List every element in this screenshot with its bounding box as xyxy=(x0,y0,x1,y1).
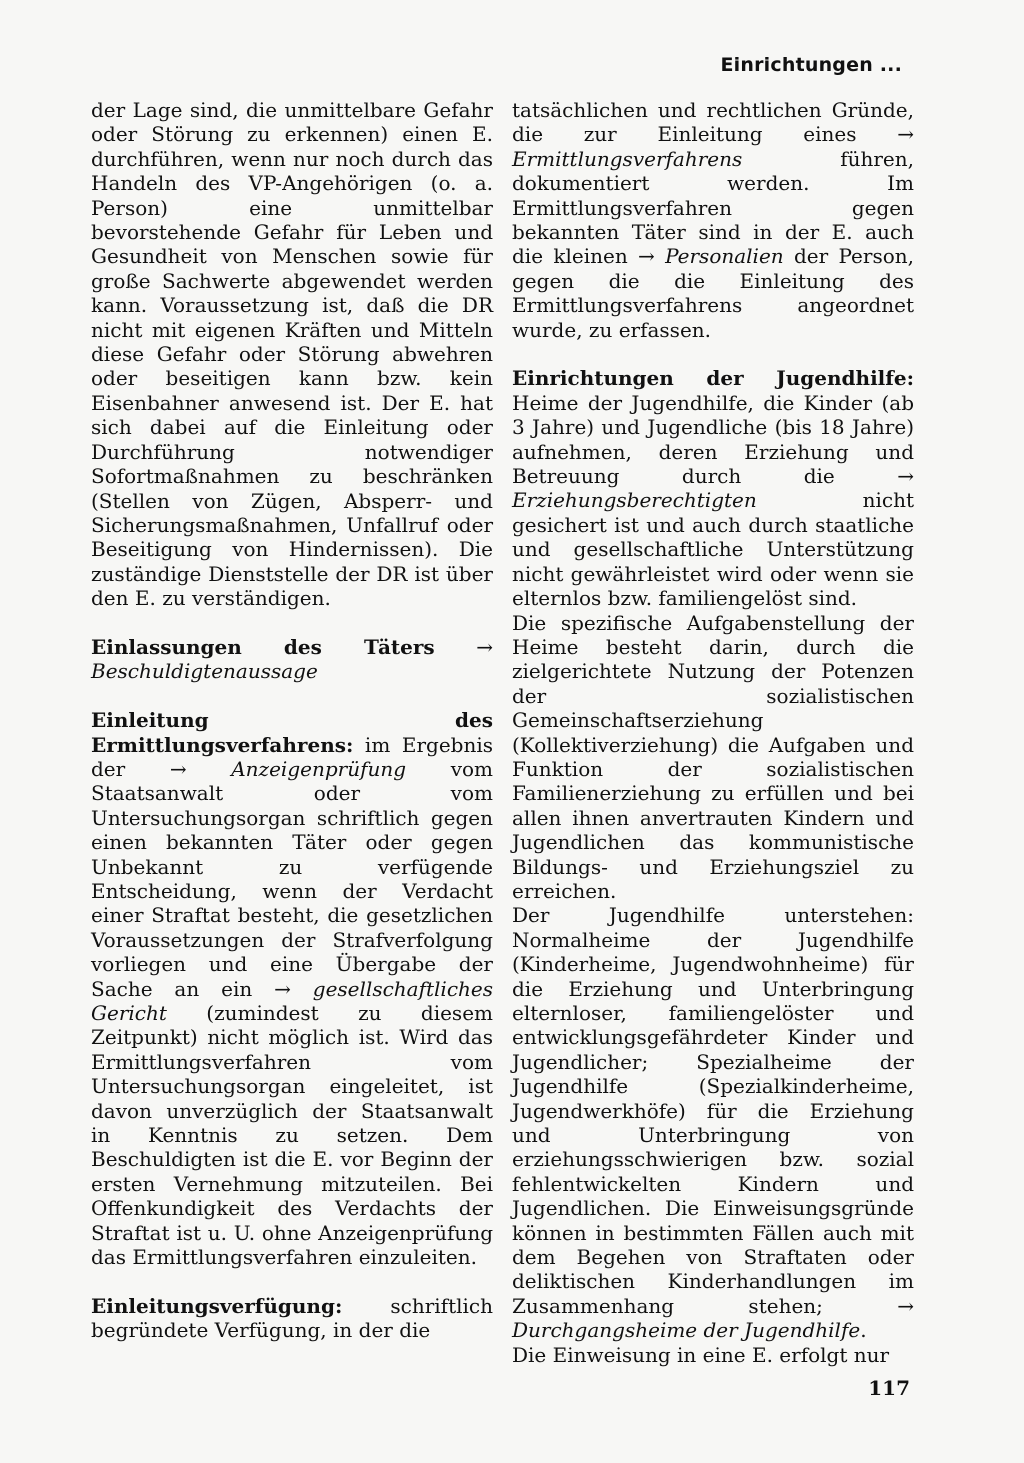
entry-term: Einleitungsverfügung: xyxy=(91,1293,343,1318)
right-column xyxy=(512,98,914,1367)
cross-reference: Anzeigenprüfung xyxy=(231,756,407,781)
entry-text: tatsächlichen und rechtlichen Gründe, die zur Einleitung eines → xyxy=(512,98,914,147)
entry-text: im Ergebnis der → xyxy=(91,732,493,781)
entry-text: der Person, gegen die die Einleitung des Ermittlungsverfahrens angeordnet wurde, zu erfassen. xyxy=(512,244,914,342)
entry-text: Die Einweisung in eine E. erfolgt nur xyxy=(512,1342,890,1367)
entry-paragraph xyxy=(512,903,914,1342)
entry-term: Einrichtungen der Jugendhilfe: xyxy=(512,366,914,391)
entry-text: (zumindest zu diesem Zeitpunkt) nicht möglich ist. Wird das Ermittlungsverfahren vom Untersuchungsorgan eingeleitet, ist davon unverzüglich der Staatsanwalt in Kenntnis zu setzen. Dem Beschuldigten ist die E. vor Beginn der ersten Vernehmung mitzuteilen. Bei Offenkundigkeit des Verdachts der Straftat ist u. U. ohne Anzeigenprüfung das Ermittlungsverfahren einzuleiten. xyxy=(91,1001,493,1270)
cross-reference: Durchgangsheime der Jugendhilfe xyxy=(512,1318,861,1343)
entry-einrichtungen-jugendhilfe xyxy=(512,366,914,610)
entry-text: . xyxy=(860,1318,867,1343)
continued-paragraph xyxy=(91,98,493,611)
entry-paragraph xyxy=(512,1343,914,1367)
arrow-text: → xyxy=(434,634,493,659)
entry-text: nicht gesichert ist und auch durch staatliche und gesellschaftliche Unterstützung nicht gewährleistet wird oder wenn sie elternlos bzw. familiengelöst sind. xyxy=(512,488,914,611)
paragraph-text: der Lage sind, die unmittelbare Gefahr oder Störung zu erkennen) einen E. durchführen, wenn nur noch durch das Handeln des VP-Angehörigen (o. a. Person) eine unmittelbar bevorstehende Gefahr für Leben und Gesundheit von Menschen sowie für große Sachwerte abgewendet werden kann. Voraussetzung ist, daß die DR nicht mit eigenen Kräften und Mitteln diese Gefahr oder Störung abwehren oder beseitigen kann bzw. kein Eisenbahner anwesend ist. Der E. hat sich dabei auf die Einleitung oder Durchführung notwendiger Sofortmaßnahmen zu beschränken (Stellen von Zügen, Absperr- und Sicherungsmaßnahmen, Unfallruf oder Beseitigung von Hindernissen). Die zuständige Dienststelle der DR ist über den E. zu verständigen. xyxy=(91,98,493,611)
entry-einleitung xyxy=(91,708,493,1269)
running-header: Einrichtungen ... xyxy=(720,54,902,76)
entry-text: Der Jugendhilfe unterstehen: Normalheime der Jugendhilfe (Kinderheime, Jugendwohnheime) für die Erziehung und Unterbringung elternloser, familiengelöster und entwicklungsgefährdeter Kinder und Jugendlicher; Spezialheime der Jugendhilfe (Spezialkinderheime, Jugendwerkhöfe) für die Erziehung und Unterbringung von erziehungsschwierigen bzw. sozial fehlentwickelten Kindern und Jugendlichen. Die Einweisungsgründe können in bestimmten Fällen auch mit dem Begehen von Straftaten oder deliktischen Kinderhandlungen im Zusammenhang stehen; → xyxy=(512,903,914,1318)
cross-reference: Beschuldigtenaussage xyxy=(91,659,318,684)
cross-reference: Erziehungsberechtigten xyxy=(512,488,757,513)
cross-reference: gesellschaftliches Gericht xyxy=(91,976,493,1025)
entry-text: führen, dokumentiert werden. Im Ermittlungsverfahren gegen bekannten Täter sind in der E. auch die kleinen → xyxy=(512,146,914,269)
entry-text: schriftlich begründete Verfügung, in der die xyxy=(91,1293,493,1343)
entry-einleitungsverfuegung xyxy=(91,1294,493,1343)
left-column xyxy=(91,98,493,1343)
page-number: 117 xyxy=(868,1376,910,1400)
entry-text: Die spezifische Aufgabenstellung der Heime besteht darin, durch die zielgerichtete Nutzung der Potenzen der sozialistischen Gemeinschaftserziehung (Kollektiverziehung) die Aufgaben und Funktion der sozialistischen Familienerziehung zu erfüllen und bei allen ihnen anvertrauten Kindern und Jugendlichen das kommunistische Bildungs- und Erziehungsziel zu erreichen. xyxy=(512,610,914,903)
cross-reference: Personalien xyxy=(665,244,784,269)
entry-term: Einlassungen des Täters xyxy=(91,634,435,659)
entry-term: Einleitung des Ermittlungsverfahrens: xyxy=(91,708,493,757)
cross-reference: Ermittlungsverfahrens xyxy=(512,146,743,171)
entry-paragraph xyxy=(512,611,914,904)
entry-text: vom Staatsanwalt oder vom Untersuchungsorgan schriftlich gegen einen bekannten Täter oder gegen Unbekannt zu verfügende Entscheidung, wenn der Verdacht einer Straftat besteht, die gesetzlichen Voraussetzungen der Strafverfolgung vorliegen und eine Übergabe der Sache an ein → xyxy=(91,756,494,1001)
entry-einlassungen xyxy=(91,635,493,684)
entry-text: Heime der Jugendhilfe, die Kinder (ab 3 Jahre) und Jugendliche (bis 18 Jahre) aufnehmen, deren Erziehung und Betreuung durch die → xyxy=(512,390,914,489)
continued-paragraph xyxy=(512,98,914,342)
